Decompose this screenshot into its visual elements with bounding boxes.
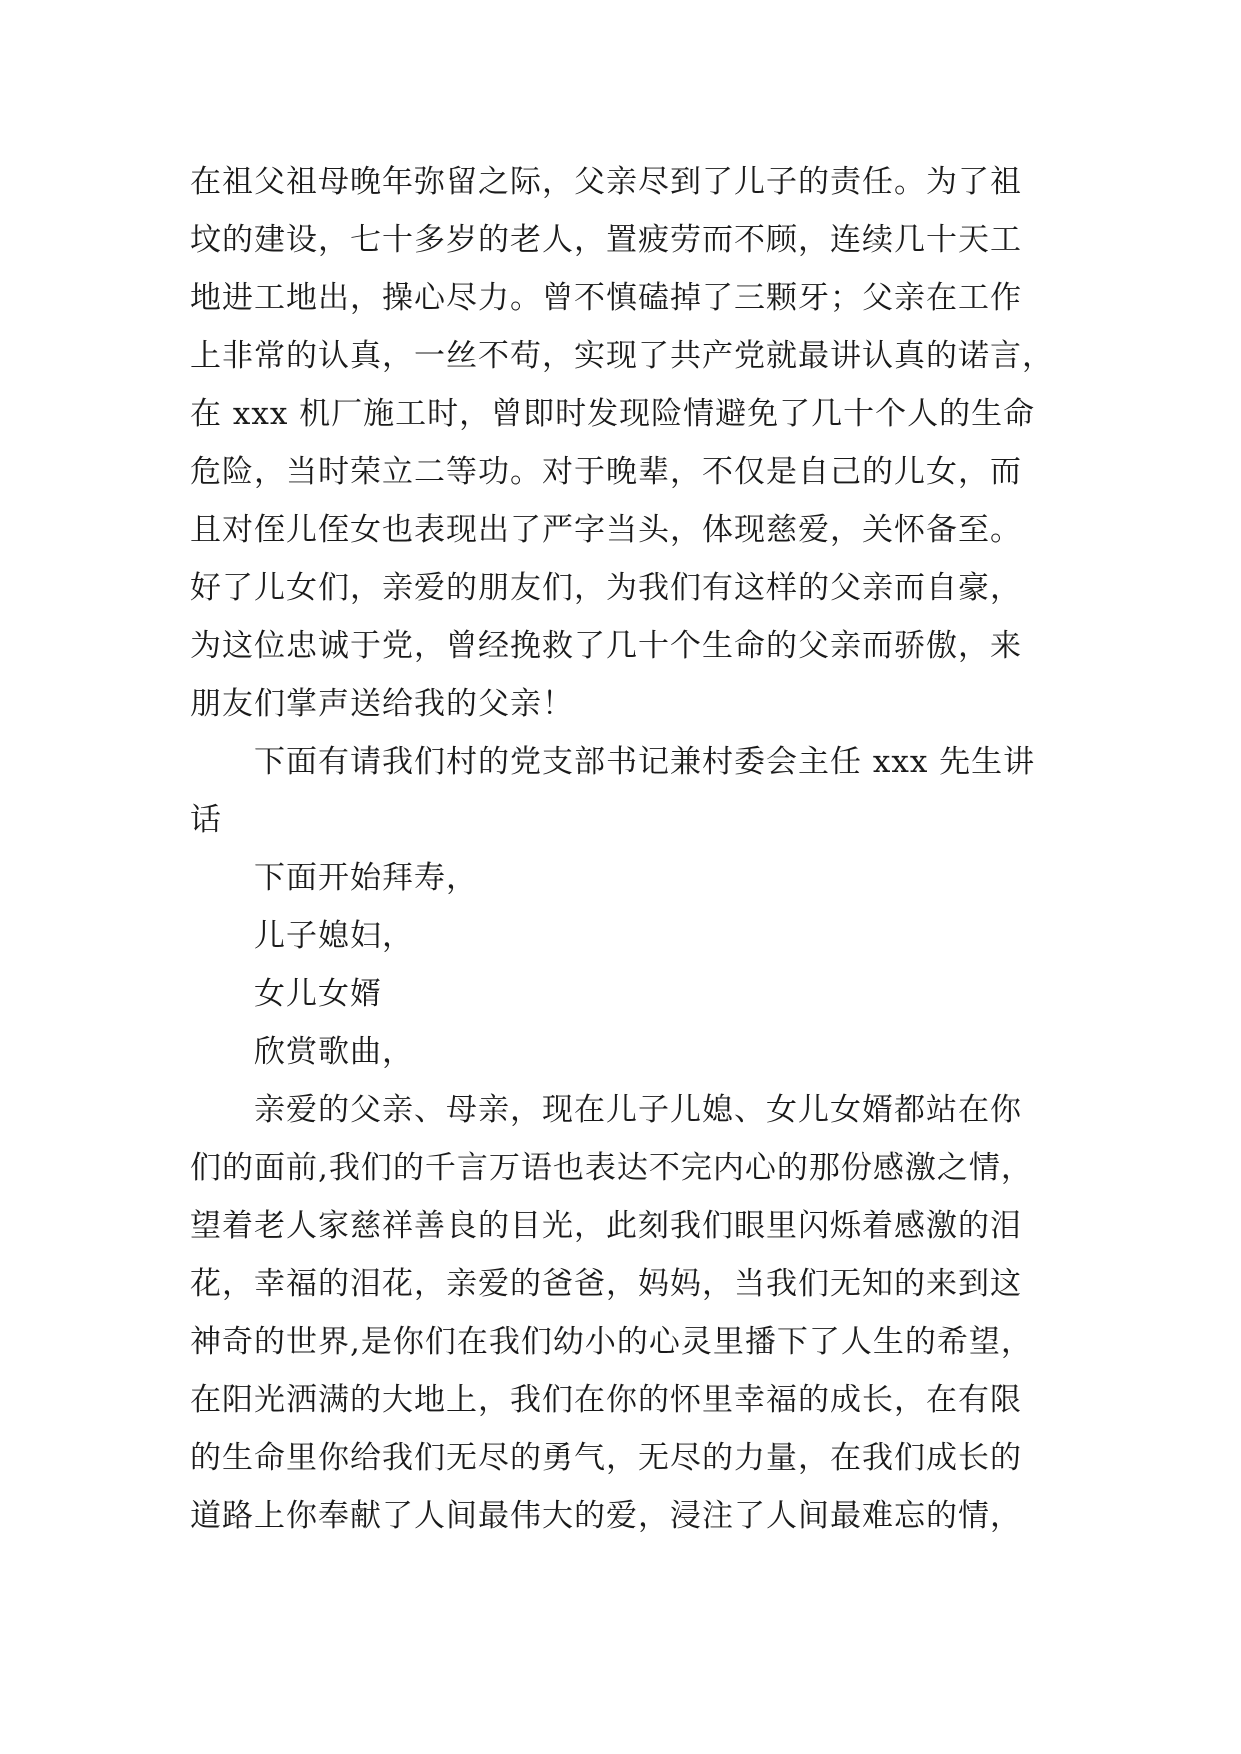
text-line: 望着老人家慈祥善良的目光，此刻我们眼里闪烁着感激的泪: [190, 1208, 1022, 1244]
text-line: 且对侄儿侄女也表现出了严字当头，体现慈爱，关怀备至。: [190, 512, 1022, 548]
text-line: 好了儿女们，亲爱的朋友们，为我们有这样的父亲而自豪，: [190, 570, 1022, 606]
text-line: 儿子媳妇，: [254, 918, 414, 954]
text-line: 道路上你奉献了人间最伟大的爱，浸注了人间最难忘的情，: [190, 1498, 1022, 1534]
text-line: 神奇的世界,是你们在我们幼小的心灵里播下了人生的希望，: [190, 1324, 1033, 1360]
text-line: 在 xxx 机厂施工时，曾即时发现险情避免了几十个人的生命: [190, 396, 1036, 432]
text-line: 上非常的认真，一丝不苟，实现了共产党就最讲认真的诺言，: [190, 338, 1054, 374]
text-line: 下面有请我们村的党支部书记兼村委会主任 xxx 先生讲: [254, 744, 1036, 780]
text-line: 危险，当时荣立二等功。对于晚辈，不仅是自己的儿女，而: [190, 454, 1022, 490]
text-line: 花，幸福的泪花，亲爱的爸爸，妈妈，当我们无知的来到这: [190, 1266, 1022, 1302]
text-line: 欣赏歌曲，: [254, 1034, 414, 1070]
document-body: [190, 153, 1054, 1545]
text-line: 女儿女婿: [254, 976, 382, 1012]
text-line: 们的面前,我们的千言万语也表达不完内心的那份感激之情，: [190, 1150, 1033, 1186]
text-line: 在祖父祖母晚年弥留之际，父亲尽到了儿子的责任。为了祖: [190, 164, 1022, 200]
text-line: 亲爱的父亲、母亲，现在儿子儿媳、女儿女婿都站在你: [254, 1092, 1022, 1128]
text-line: 为这位忠诚于党，曾经挽救了几十个生命的父亲而骄傲，来: [190, 628, 1022, 664]
text-line: 地进工地出，操心尽力。曾不慎磕掉了三颗牙；父亲在工作: [190, 280, 1022, 316]
text-line: 朋友们掌声送给我的父亲！: [190, 686, 574, 722]
text-line: 话: [190, 802, 222, 838]
text-line: 在阳光洒满的大地上，我们在你的怀里幸福的成长，在有限: [190, 1382, 1022, 1418]
text-line: 坟的建设，七十多岁的老人，置疲劳而不顾，连续几十天工: [190, 222, 1022, 258]
text-line: 的生命里你给我们无尽的勇气，无尽的力量，在我们成长的: [190, 1440, 1022, 1476]
text-line: 下面开始拜寿，: [254, 860, 478, 896]
